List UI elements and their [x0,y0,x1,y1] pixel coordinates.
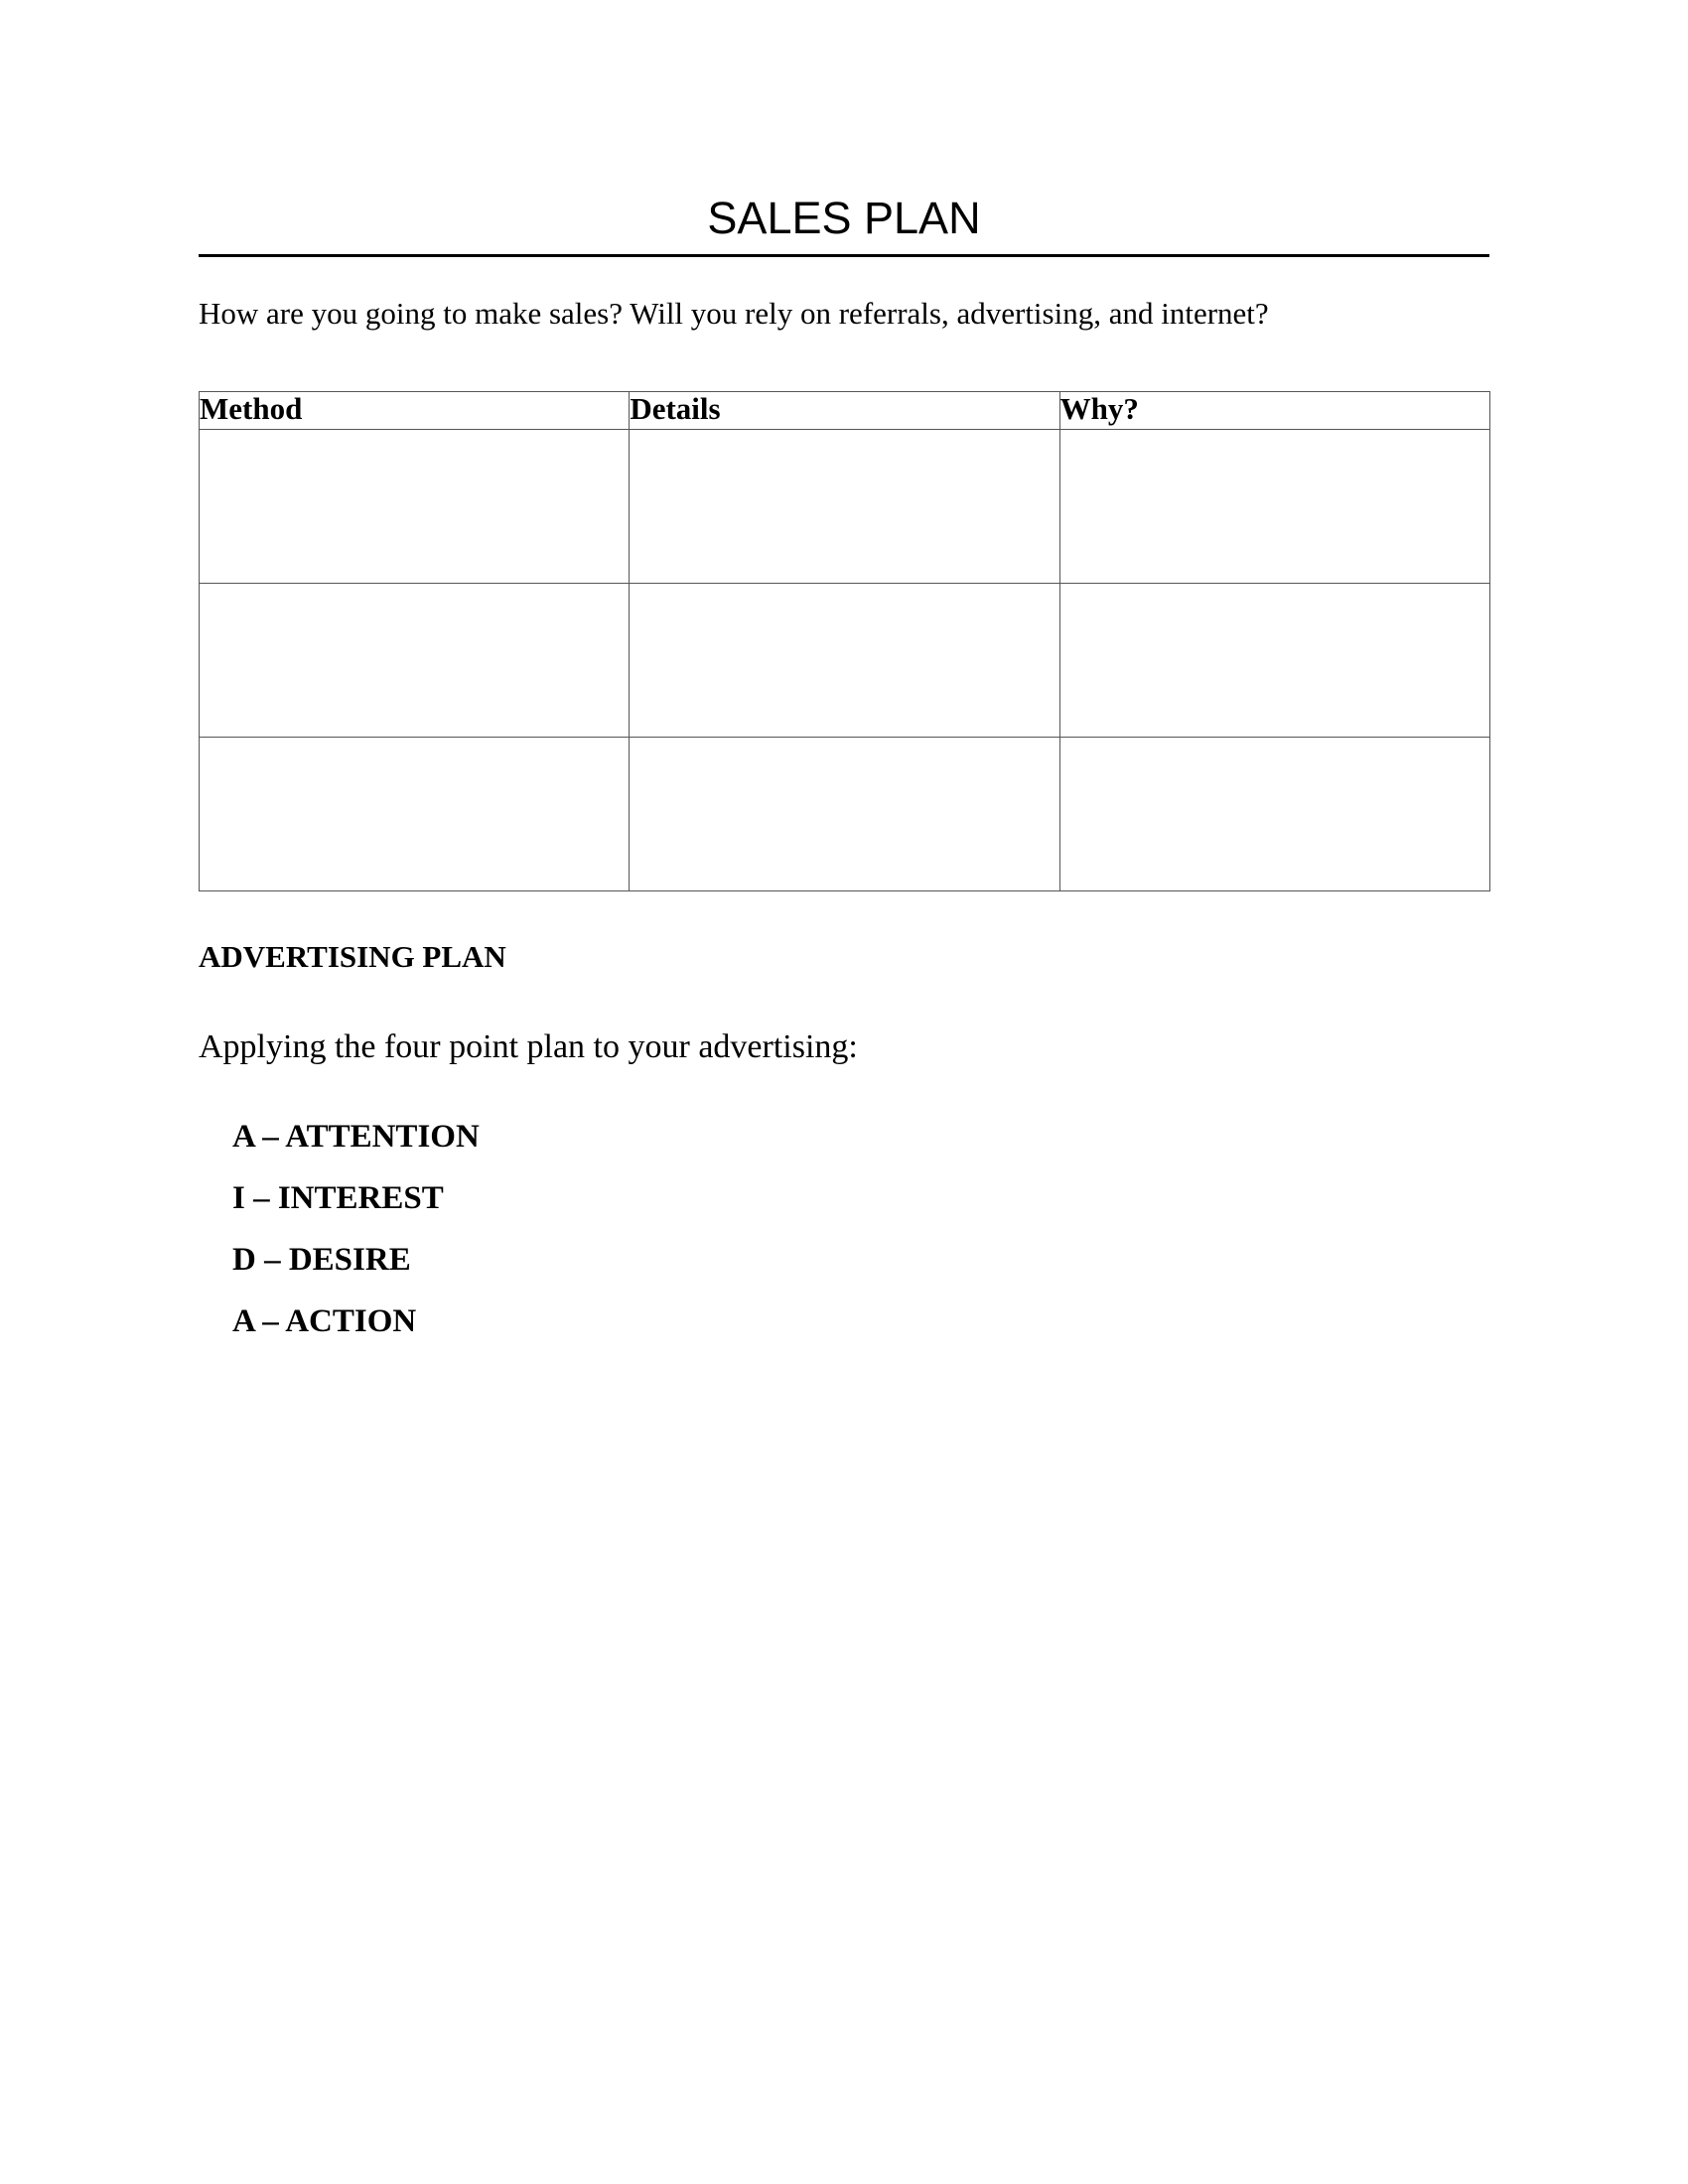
advertising-plan-intro: Applying the four point plan to your advertising: [199,1028,858,1065]
table-cell-why[interactable] [1059,738,1489,891]
table-cell-why[interactable] [1059,584,1489,738]
table-cell-details[interactable] [630,584,1059,738]
aida-item-interest: I – INTEREST [232,1180,444,1216]
table-row [200,584,1490,738]
table-cell-details[interactable] [630,430,1059,584]
table-header-row [200,392,1490,430]
aida-item-desire: D – DESIRE [232,1242,411,1278]
aida-item-action: A – ACTION [232,1303,417,1339]
table-cell-method[interactable] [200,430,630,584]
table-cell-why[interactable] [1059,430,1489,584]
column-header-details: Details [630,392,1059,430]
aida-list [232,1116,480,1362]
page-title: SALES PLAN [707,193,981,243]
table-row [200,738,1490,891]
sales-methods-table [199,391,1490,891]
advertising-plan-heading: ADVERTISING PLAN [199,939,506,974]
intro-question: How are you going to make sales? Will you rely on referrals, advertising, and internet? [199,296,1269,331]
title-divider [199,254,1489,257]
column-header-why: Why? [1059,392,1489,430]
aida-item-attention: A – ATTENTION [232,1119,480,1155]
table-cell-details[interactable] [630,738,1059,891]
table-cell-method[interactable] [200,584,630,738]
table-row [200,430,1490,584]
table-cell-method[interactable] [200,738,630,891]
column-header-method: Method [200,392,630,430]
